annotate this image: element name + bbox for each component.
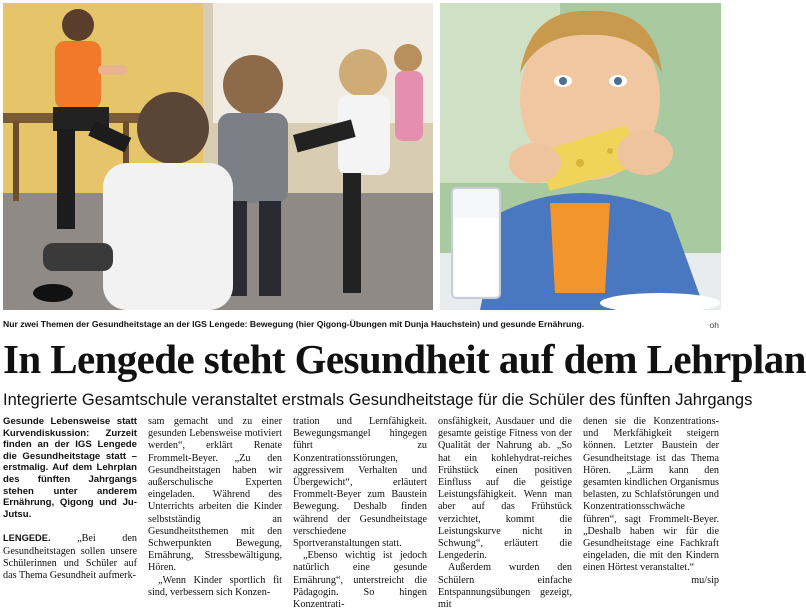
article-paragraph	[3, 532, 137, 582]
article-paragraph: denen sie die Konzentrations- und Merkfähigkeit steigern können. Letzter Baustein der Gesundheitstage ist das Thema Hören. „Lärm kann den gesamten kindlichen Organismus belasten, zu Schlafstörungen und Konzentrationsschwäche führen“, sagt Frommelt-Beyer. „Deshalb haben wir für die Gesundheitstage eine Fachkraft eingeladen, die mit den Kindern einen Hörtest veranstaltet.“	[583, 416, 719, 574]
article-column-1	[3, 416, 137, 582]
photo-caption: Nur zwei Themen der Gesundheitstage an der IGS Lengede: Bewegung (hier Qigong-Übungen mit Dunja Hauchstein) und gesunde Ernährung.	[3, 319, 585, 329]
article-paragraph: „Ebenso wichtig ist jedoch natürlich eine gesunde Ernährung“, unterstreicht die Pädagogin. So hingen Konzentrati-	[293, 550, 427, 611]
article-paragraph: tration und Lernfähigkeit. Bewegungsmangel hingegen führt zu Konzentrationsstörungen, aggressivem Verhalten und Übergewicht“, erläutert Frommelt-Beyer zum Baustein Bewegung. Deshalb finden während der Gesundheitstage verschiedene Sportveranstaltungen statt.	[293, 416, 427, 550]
photo-qigong-class	[3, 3, 433, 310]
photo-credit: oh	[709, 320, 719, 330]
qigong-illustration	[3, 3, 433, 310]
article-paragraph: onsfähigkeit, Ausdauer und die gesamte geistige Fitness von der Qualität der Nahrung ab. „So hat ein kohlehydrat-reiches Frühstück einen positiven Einfluss auf die geistige Leistungsfähigkeit. Wenn man aber auf das Frühstück verzichtet, kommt die Leistungskurve nicht in Schwung“, erläutert die Lengederin.	[438, 416, 572, 562]
author-tag: mu/sip	[691, 574, 719, 586]
article-paragraph: „Wenn Kinder sportlich fit sind, verbessern sich Konzen-	[148, 574, 282, 598]
dateline: LENGEDE.	[3, 533, 51, 544]
article-column-2	[148, 416, 282, 599]
article-column-3	[293, 416, 427, 611]
article-column-4	[438, 416, 572, 611]
paragraph-text: „Bei den Gesundheitstagen sollen unsere Schülerinnen und Schüler auf das Thema Gesundheit aufmerk-	[3, 533, 137, 581]
boy-illustration	[440, 3, 721, 310]
article-column-5	[583, 416, 719, 587]
headline: In Lengede steht Gesundheit auf dem Lehrplan	[3, 336, 806, 382]
subheadline: Integrierte Gesamtschule veranstaltet erstmals Gesundheitstage für die Schüler des fünften Jahrgangs	[3, 391, 753, 409]
article-paragraph: Außerdem wurden den Schülern einfache Entspannungsübungen gezeigt, mit	[438, 562, 572, 611]
photo-boy-eating	[440, 3, 721, 310]
article-lead: Gesunde Lebensweise statt Kurvendiskussion: Zurzeit finden an der IGS Lengede die Gesundheitstage statt – erstmalig. Auf dem Lehrplan des fünften Jahrgangs stehen unter anderem Ernährung, Qigong und Ju-Jutsu.	[3, 416, 137, 520]
article-paragraph: sam gemacht und zu einer gesunden Lebensweise motiviert werden“, erklärt Renate Frommelt-Beyer. „Zu den Gesundheitstagen haben wir außerschulische Experten eingeladen. Während des Unterrichts arbeiten die Kinder selbstständig an Gesundheitsthemen mit den Schwerpunkten Bewegung, Ernährung, Stressbewältigung, Hören.	[148, 416, 282, 574]
